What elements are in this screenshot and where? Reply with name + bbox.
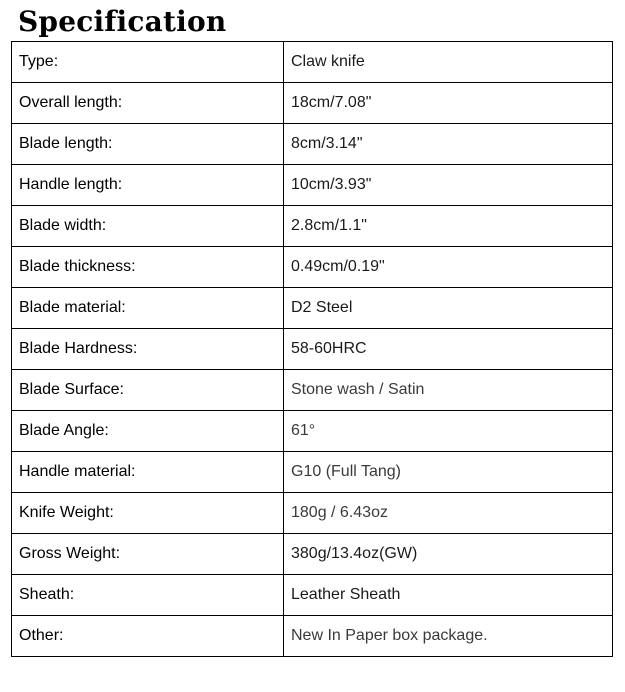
spec-label: Blade material: xyxy=(12,288,284,329)
spec-value: 8cm/3.14" xyxy=(284,124,613,165)
table-row xyxy=(12,83,613,124)
spec-value: 61° xyxy=(284,411,613,452)
spec-value: New In Paper box package. xyxy=(284,616,613,657)
table-row xyxy=(12,575,613,616)
table-row xyxy=(12,493,613,534)
spec-label: Blade Angle: xyxy=(12,411,284,452)
spec-label: Blade length: xyxy=(12,124,284,165)
table-row xyxy=(12,616,613,657)
table-row xyxy=(12,452,613,493)
spec-label: Gross Weight: xyxy=(12,534,284,575)
spec-label: Blade Surface: xyxy=(12,370,284,411)
table-row xyxy=(12,42,613,83)
spec-table xyxy=(11,41,613,657)
table-row xyxy=(12,165,613,206)
table-row xyxy=(12,288,613,329)
spec-label: Blade width: xyxy=(12,206,284,247)
spec-label: Blade thickness: xyxy=(12,247,284,288)
spec-label: Handle material: xyxy=(12,452,284,493)
spec-value: 2.8cm/1.1" xyxy=(284,206,613,247)
table-row xyxy=(12,329,613,370)
spec-value: Stone wash / Satin xyxy=(284,370,613,411)
spec-value: 58-60HRC xyxy=(284,329,613,370)
spec-value: 10cm/3.93" xyxy=(284,165,613,206)
spec-label: Other: xyxy=(12,616,284,657)
spec-value: 18cm/7.08" xyxy=(284,83,613,124)
spec-label: Sheath: xyxy=(12,575,284,616)
table-row xyxy=(12,124,613,165)
spec-label: Handle length: xyxy=(12,165,284,206)
spec-value: Claw knife xyxy=(284,42,613,83)
table-row xyxy=(12,411,613,452)
spec-label: Overall length: xyxy=(12,83,284,124)
spec-value: D2 Steel xyxy=(284,288,613,329)
spec-label: Type: xyxy=(12,42,284,83)
spec-value: 380g/13.4oz(GW) xyxy=(284,534,613,575)
spec-label: Knife Weight: xyxy=(12,493,284,534)
spec-label: Blade Hardness: xyxy=(12,329,284,370)
spec-value: Leather Sheath xyxy=(284,575,613,616)
spec-value: 180g / 6.43oz xyxy=(284,493,613,534)
table-row xyxy=(12,534,613,575)
table-row xyxy=(12,247,613,288)
spec-value: G10 (Full Tang) xyxy=(284,452,613,493)
page-title: Specification xyxy=(18,5,227,38)
spec-value: 0.49cm/0.19" xyxy=(284,247,613,288)
table-row xyxy=(12,370,613,411)
table-row xyxy=(12,206,613,247)
